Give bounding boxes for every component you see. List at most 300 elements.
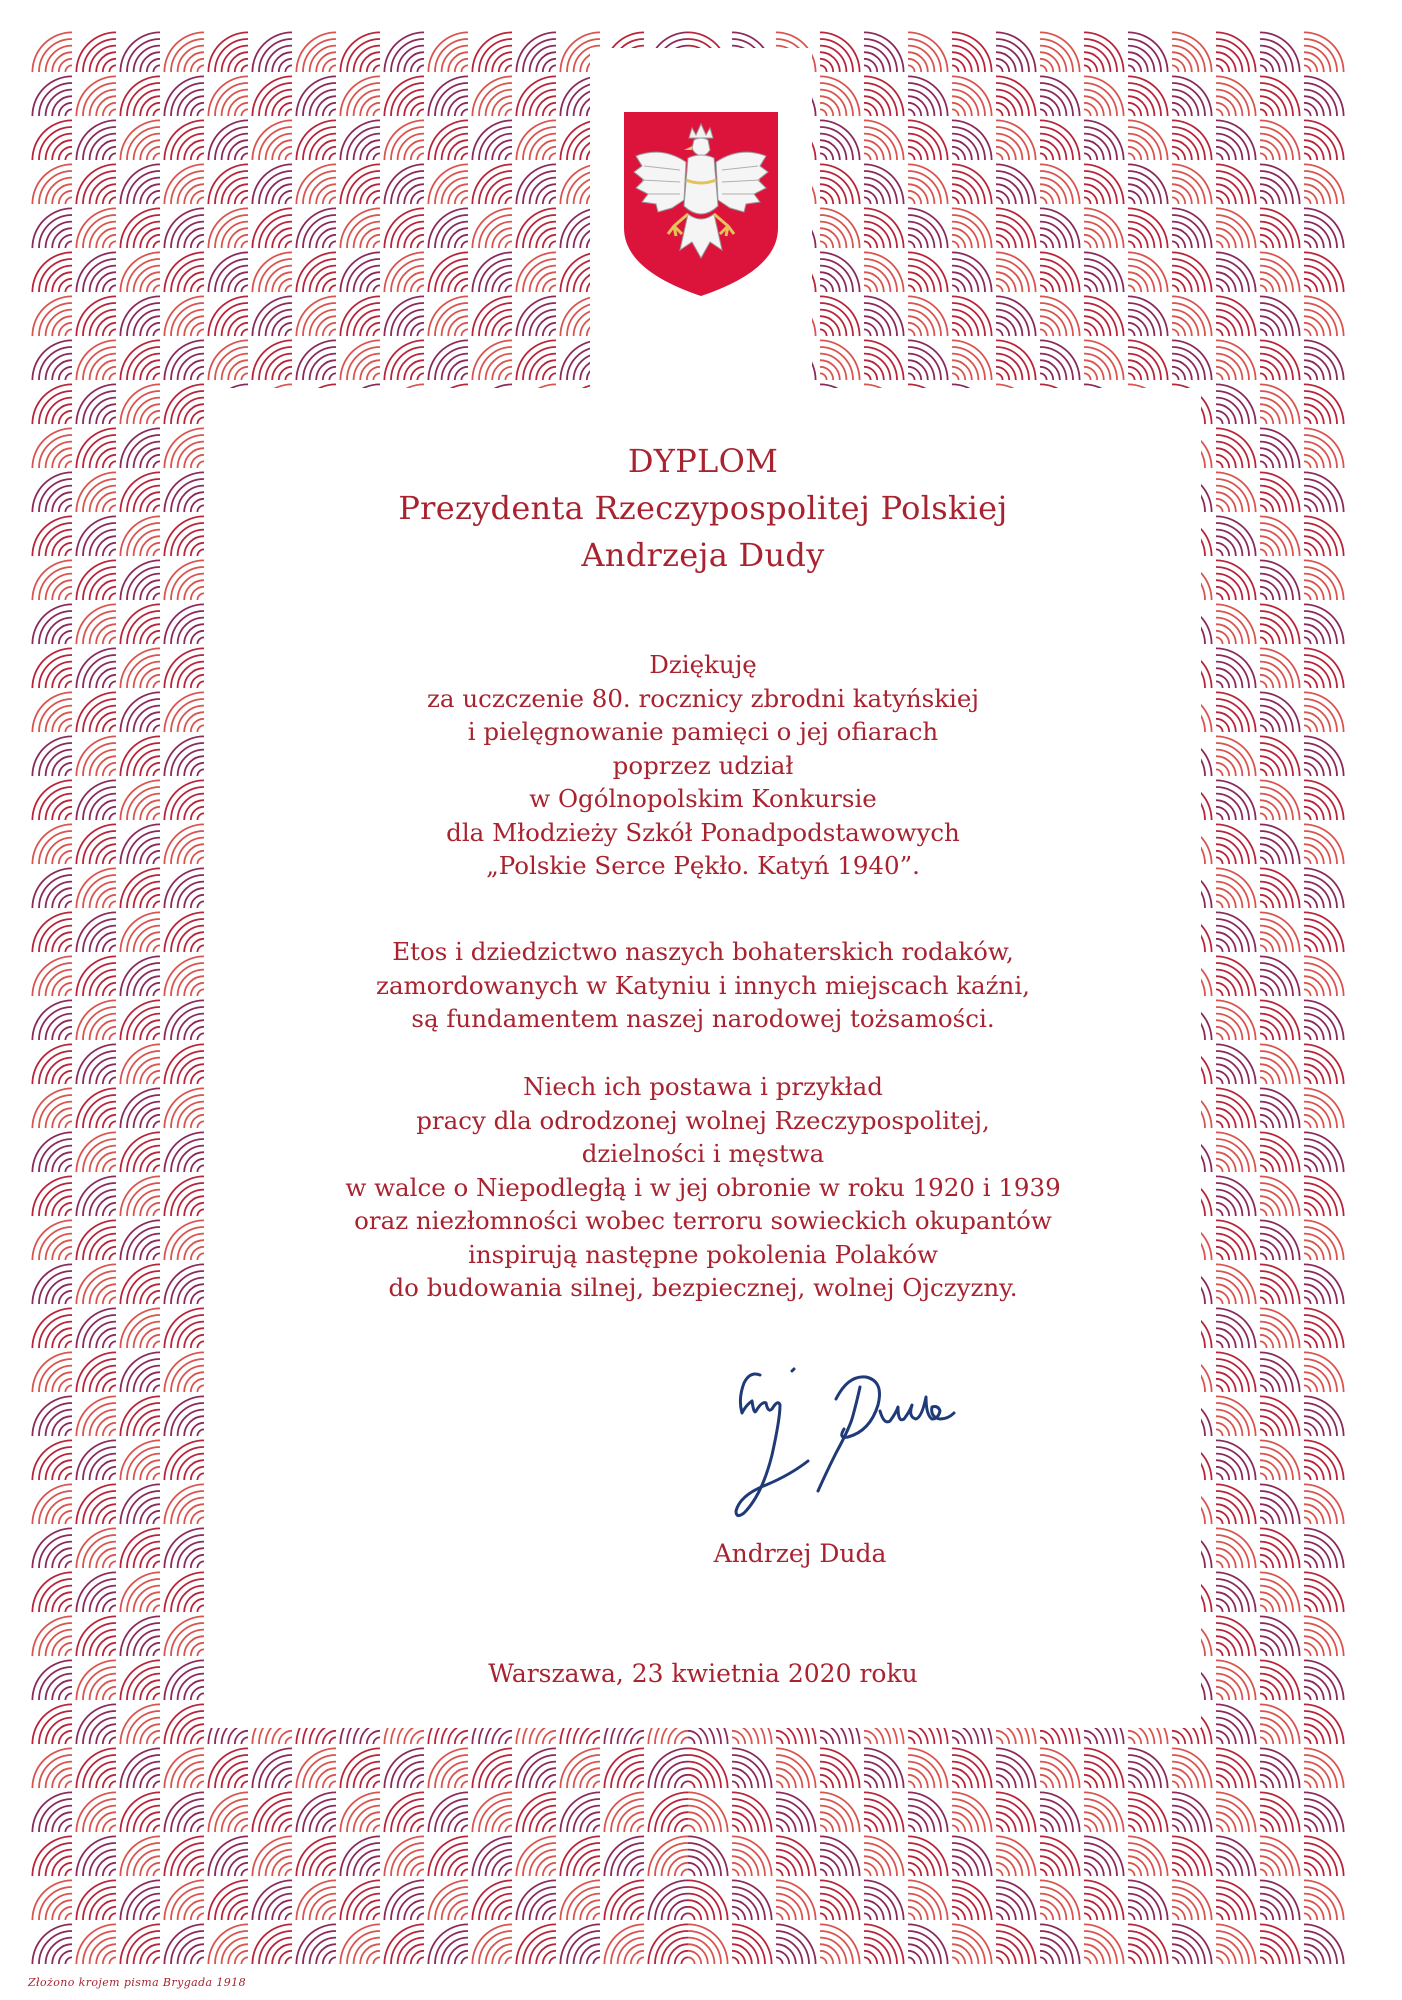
pattern-tile xyxy=(76,912,116,952)
pattern-tile xyxy=(1216,1000,1256,1040)
pattern-tile xyxy=(164,208,204,248)
pattern-tile xyxy=(820,1792,860,1832)
pattern-tile xyxy=(1216,1132,1256,1172)
polish-white-eagle-emblem-icon xyxy=(622,110,780,298)
pattern-tile xyxy=(120,472,160,512)
pattern-tile xyxy=(164,1924,204,1964)
pattern-tile xyxy=(908,1748,948,1788)
pattern-tile xyxy=(120,560,160,600)
pattern-tile xyxy=(1304,1132,1344,1172)
pattern-tile xyxy=(1084,1836,1124,1876)
pattern-tile xyxy=(164,1088,204,1128)
pattern-tile xyxy=(32,428,72,468)
pattern-tile xyxy=(604,1748,644,1788)
pattern-tile xyxy=(76,252,116,292)
pattern-tile xyxy=(776,1836,816,1876)
pattern-tile xyxy=(120,604,160,644)
pattern-tile xyxy=(516,340,556,380)
pattern-tile xyxy=(1304,252,1344,292)
pattern-tile xyxy=(1260,428,1300,468)
pattern-tile xyxy=(1128,1924,1168,1964)
niech-paragraph xyxy=(205,1070,1201,1305)
pattern-tile xyxy=(296,32,336,72)
pattern-tile xyxy=(164,1880,204,1920)
pattern-tile xyxy=(384,1924,424,1964)
pattern-tile xyxy=(340,1880,380,1920)
pattern-tile xyxy=(340,120,380,160)
pattern-tile xyxy=(120,868,160,908)
pattern-tile xyxy=(1084,120,1124,160)
pattern-tile xyxy=(1172,296,1212,336)
pattern-tile xyxy=(1172,252,1212,292)
pattern-tile xyxy=(32,1704,72,1744)
pattern-tile xyxy=(472,32,512,72)
pattern-tile xyxy=(1084,32,1124,72)
pattern-tile xyxy=(864,340,904,380)
pattern-tile xyxy=(76,1616,116,1656)
pattern-tile xyxy=(428,1880,468,1920)
pattern-tile xyxy=(252,252,292,292)
pattern-tile xyxy=(1304,1308,1344,1348)
pattern-tile xyxy=(1128,120,1168,160)
pattern-tile xyxy=(1304,1792,1344,1832)
pattern-tile xyxy=(120,1088,160,1128)
pattern-tile xyxy=(164,1044,204,1084)
pattern-tile xyxy=(516,296,556,336)
pattern-tile xyxy=(1172,340,1212,380)
pattern-tile xyxy=(428,120,468,160)
pattern-tile xyxy=(1216,1660,1256,1700)
pattern-tile xyxy=(1304,1880,1344,1920)
pattern-tile xyxy=(340,1924,380,1964)
pattern-tile xyxy=(120,1484,160,1524)
pattern-tile xyxy=(1304,1572,1344,1612)
pattern-tile xyxy=(1260,472,1300,512)
pattern-tile xyxy=(76,1660,116,1700)
pattern-tile xyxy=(1172,1748,1212,1788)
pattern-tile xyxy=(1040,164,1080,204)
pattern-tile xyxy=(32,824,72,864)
pattern-tile xyxy=(952,208,992,248)
pattern-tile xyxy=(164,164,204,204)
pattern-tile xyxy=(252,164,292,204)
pattern-tile xyxy=(604,1924,644,1964)
pattern-tile xyxy=(1040,252,1080,292)
pattern-tile xyxy=(296,340,336,380)
pattern-tile xyxy=(472,1792,512,1832)
pattern-tile xyxy=(1216,1396,1256,1436)
pattern-tile xyxy=(1304,692,1344,732)
pattern-tile xyxy=(32,780,72,820)
pattern-tile xyxy=(384,1792,424,1832)
thanks-line: za uczczenie 80. rocznicy zbrodni katyńskiej xyxy=(427,683,979,713)
pattern-tile xyxy=(384,252,424,292)
pattern-tile xyxy=(76,516,116,556)
pattern-tile xyxy=(1260,1000,1300,1040)
niech-line: pracy dla odrodzonej wolnej Rzeczypospolitej, xyxy=(416,1105,990,1135)
pattern-tile xyxy=(688,1748,728,1788)
pattern-tile xyxy=(604,1836,644,1876)
pattern-tile xyxy=(472,296,512,336)
pattern-tile xyxy=(1260,208,1300,248)
pattern-tile xyxy=(164,1704,204,1744)
pattern-tile xyxy=(1128,1836,1168,1876)
pattern-tile xyxy=(384,76,424,116)
pattern-tile xyxy=(1084,1748,1124,1788)
pattern-tile xyxy=(428,252,468,292)
pattern-tile xyxy=(32,1528,72,1568)
pattern-tile xyxy=(164,1792,204,1832)
niech-line: inspirują następne pokolenia Polaków xyxy=(468,1239,938,1269)
pattern-tile xyxy=(1216,120,1256,160)
pattern-tile xyxy=(384,1836,424,1876)
pattern-tile xyxy=(1172,1836,1212,1876)
thanks-paragraph xyxy=(205,648,1201,883)
pattern-tile xyxy=(1304,296,1344,336)
pattern-tile xyxy=(164,1176,204,1216)
pattern-tile xyxy=(1260,1528,1300,1568)
pattern-tile xyxy=(76,1264,116,1304)
pattern-tile xyxy=(1128,340,1168,380)
pattern-tile xyxy=(120,1396,160,1436)
pattern-tile xyxy=(164,956,204,996)
pattern-tile xyxy=(208,1792,248,1832)
pattern-tile xyxy=(296,164,336,204)
pattern-tile xyxy=(252,1748,292,1788)
pattern-tile xyxy=(120,516,160,556)
pattern-tile xyxy=(1304,428,1344,468)
pattern-tile xyxy=(560,1792,600,1832)
pattern-tile xyxy=(1260,1660,1300,1700)
pattern-tile xyxy=(996,76,1036,116)
pattern-tile xyxy=(32,1924,72,1964)
pattern-tile xyxy=(1216,1572,1256,1612)
pattern-tile xyxy=(120,1704,160,1744)
pattern-tile xyxy=(776,1924,816,1964)
pattern-tile xyxy=(32,1352,72,1392)
pattern-tile xyxy=(76,296,116,336)
pattern-tile xyxy=(1216,32,1256,72)
pattern-tile xyxy=(164,1748,204,1788)
pattern-tile xyxy=(252,1836,292,1876)
pattern-tile xyxy=(1304,1836,1344,1876)
etos-line: są fundamentem naszej narodowej tożsamości. xyxy=(411,1004,995,1033)
pattern-tile xyxy=(648,1924,688,1964)
pattern-tile xyxy=(1172,76,1212,116)
pattern-tile xyxy=(1304,1748,1344,1788)
pattern-tile xyxy=(32,912,72,952)
pattern-tile xyxy=(32,1088,72,1128)
pattern-tile xyxy=(1260,912,1300,952)
pattern-tile xyxy=(32,1660,72,1700)
pattern-tile xyxy=(560,1880,600,1920)
pattern-tile xyxy=(732,1836,772,1876)
pattern-tile xyxy=(820,32,860,72)
pattern-tile xyxy=(164,340,204,380)
pattern-tile xyxy=(428,1924,468,1964)
pattern-tile xyxy=(952,1748,992,1788)
pattern-tile xyxy=(76,1836,116,1876)
pattern-tile xyxy=(1304,1660,1344,1700)
pattern-tile xyxy=(1216,1836,1256,1876)
pattern-tile xyxy=(208,1924,248,1964)
pattern-tile xyxy=(76,780,116,820)
pattern-tile xyxy=(1040,1748,1080,1788)
pattern-tile xyxy=(76,76,116,116)
pattern-tile xyxy=(120,956,160,996)
pattern-tile xyxy=(1304,1088,1344,1128)
pattern-tile xyxy=(1216,384,1256,424)
pattern-tile xyxy=(864,252,904,292)
pattern-tile xyxy=(32,1044,72,1084)
pattern-tile xyxy=(1172,1924,1212,1964)
pattern-tile xyxy=(120,296,160,336)
pattern-tile xyxy=(864,296,904,336)
pattern-tile xyxy=(1260,604,1300,644)
pattern-tile xyxy=(996,296,1036,336)
pattern-tile xyxy=(1040,208,1080,248)
pattern-tile xyxy=(688,1880,728,1920)
pattern-tile xyxy=(560,1748,600,1788)
pattern-tile xyxy=(864,120,904,160)
pattern-tile xyxy=(164,1264,204,1304)
pattern-tile xyxy=(208,164,248,204)
pattern-tile xyxy=(120,428,160,468)
pattern-tile xyxy=(120,164,160,204)
pattern-tile xyxy=(604,1880,644,1920)
pattern-tile xyxy=(32,1440,72,1480)
pattern-tile xyxy=(76,340,116,380)
pattern-tile xyxy=(1304,1924,1344,1964)
pattern-tile xyxy=(1084,208,1124,248)
pattern-tile xyxy=(1260,1220,1300,1260)
pattern-tile xyxy=(208,1748,248,1788)
pattern-tile xyxy=(76,1396,116,1436)
handwritten-signature-icon xyxy=(640,1335,1000,1525)
pattern-tile xyxy=(1260,516,1300,556)
pattern-tile xyxy=(1216,692,1256,732)
pattern-tile xyxy=(1260,648,1300,688)
pattern-tile xyxy=(1216,76,1256,116)
pattern-tile xyxy=(1260,1836,1300,1876)
pattern-tile xyxy=(1260,692,1300,732)
pattern-tile xyxy=(208,120,248,160)
pattern-tile xyxy=(252,296,292,336)
pattern-tile xyxy=(908,1836,948,1876)
pattern-tile xyxy=(1304,1528,1344,1568)
pattern-tile xyxy=(296,1880,336,1920)
pattern-tile xyxy=(1304,912,1344,952)
thanks-line: „Polskie Serce Pękło. Katyń 1940”. xyxy=(486,851,920,880)
pattern-tile xyxy=(472,164,512,204)
pattern-tile xyxy=(120,1264,160,1304)
pattern-tile xyxy=(776,1792,816,1832)
pattern-tile xyxy=(120,1132,160,1172)
pattern-tile xyxy=(1304,1000,1344,1040)
pattern-tile xyxy=(516,164,556,204)
pattern-tile xyxy=(1304,208,1344,248)
pattern-tile xyxy=(164,120,204,160)
pattern-tile xyxy=(776,1748,816,1788)
pattern-tile xyxy=(516,1924,556,1964)
pattern-tile xyxy=(1260,1748,1300,1788)
pattern-tile xyxy=(908,208,948,248)
pattern-tile xyxy=(428,340,468,380)
pattern-tile xyxy=(164,868,204,908)
pattern-tile xyxy=(252,208,292,248)
pattern-tile xyxy=(164,692,204,732)
signer-name: Andrzej Duda xyxy=(713,1539,887,1568)
pattern-tile xyxy=(1304,1044,1344,1084)
pattern-tile xyxy=(1216,472,1256,512)
pattern-tile xyxy=(208,1836,248,1876)
pattern-tile xyxy=(908,32,948,72)
pattern-tile xyxy=(252,76,292,116)
pattern-tile xyxy=(820,340,860,380)
pattern-tile xyxy=(560,1836,600,1876)
pattern-tile xyxy=(472,76,512,116)
pattern-tile xyxy=(76,648,116,688)
pattern-tile xyxy=(996,164,1036,204)
pattern-tile xyxy=(1304,824,1344,864)
pattern-tile xyxy=(820,296,860,336)
pattern-tile xyxy=(76,868,116,908)
pattern-tile xyxy=(1084,164,1124,204)
pattern-tile xyxy=(1040,120,1080,160)
pattern-tile xyxy=(864,32,904,72)
pattern-tile xyxy=(952,1924,992,1964)
pattern-tile xyxy=(1084,252,1124,292)
pattern-tile xyxy=(76,1440,116,1480)
place-and-date: Warszawa, 23 kwietnia 2020 roku xyxy=(488,1659,918,1688)
pattern-tile xyxy=(252,1924,292,1964)
pattern-tile xyxy=(164,1572,204,1612)
pattern-tile xyxy=(1172,164,1212,204)
pattern-tile xyxy=(120,1528,160,1568)
pattern-tile xyxy=(340,208,380,248)
pattern-tile xyxy=(76,120,116,160)
pattern-tile xyxy=(76,1220,116,1260)
pattern-tile xyxy=(76,1792,116,1832)
pattern-tile xyxy=(1260,560,1300,600)
pattern-tile xyxy=(472,252,512,292)
pattern-tile xyxy=(76,384,116,424)
pattern-tile xyxy=(1260,340,1300,380)
pattern-tile xyxy=(1216,1792,1256,1832)
pattern-tile xyxy=(32,868,72,908)
pattern-tile xyxy=(516,1748,556,1788)
pattern-tile xyxy=(820,252,860,292)
pattern-tile xyxy=(1260,76,1300,116)
pattern-tile xyxy=(908,252,948,292)
pattern-tile xyxy=(120,824,160,864)
pattern-tile xyxy=(952,252,992,292)
pattern-tile xyxy=(1304,1176,1344,1216)
pattern-tile xyxy=(76,604,116,644)
pattern-tile xyxy=(1084,340,1124,380)
pattern-tile xyxy=(1304,1616,1344,1656)
pattern-tile xyxy=(164,912,204,952)
pattern-tile xyxy=(164,1220,204,1260)
pattern-tile xyxy=(1216,1484,1256,1524)
pattern-tile xyxy=(1216,912,1256,952)
pattern-tile xyxy=(1304,1264,1344,1304)
pattern-tile xyxy=(1304,164,1344,204)
pattern-tile xyxy=(1260,1132,1300,1172)
pattern-tile xyxy=(208,76,248,116)
pattern-tile xyxy=(164,1616,204,1656)
pattern-tile xyxy=(1216,1044,1256,1084)
pattern-tile xyxy=(76,1308,116,1348)
pattern-tile xyxy=(340,252,380,292)
pattern-tile xyxy=(1128,1880,1168,1920)
pattern-tile xyxy=(820,76,860,116)
niech-line: oraz niezłomności wobec terroru sowieckich okupantów xyxy=(354,1206,1052,1235)
pattern-tile xyxy=(1216,1616,1256,1656)
pattern-tile xyxy=(384,120,424,160)
pattern-tile xyxy=(1260,1792,1300,1832)
pattern-tile xyxy=(1216,428,1256,468)
pattern-tile xyxy=(76,208,116,248)
pattern-tile xyxy=(120,1352,160,1392)
pattern-tile xyxy=(120,1220,160,1260)
pattern-tile xyxy=(120,1176,160,1216)
pattern-tile xyxy=(76,560,116,600)
pattern-tile xyxy=(472,208,512,248)
pattern-tile xyxy=(296,1924,336,1964)
pattern-tile xyxy=(164,1836,204,1876)
pattern-tile xyxy=(428,296,468,336)
pattern-tile xyxy=(1216,1176,1256,1216)
pattern-tile xyxy=(1304,516,1344,556)
pattern-tile xyxy=(32,296,72,336)
pattern-tile xyxy=(164,1660,204,1700)
pattern-tile xyxy=(1260,868,1300,908)
pattern-tile xyxy=(908,1924,948,1964)
pattern-tile xyxy=(516,1836,556,1876)
niech-line: Niech ich postawa i przykład xyxy=(523,1072,883,1101)
pattern-tile xyxy=(120,1880,160,1920)
pattern-tile xyxy=(340,296,380,336)
pattern-tile xyxy=(1216,604,1256,644)
title-line-president: Prezydenta Rzeczypospolitej Polskiej xyxy=(398,489,1008,527)
pattern-tile xyxy=(32,1792,72,1832)
pattern-tile xyxy=(32,1220,72,1260)
pattern-tile xyxy=(384,296,424,336)
pattern-tile xyxy=(120,1792,160,1832)
pattern-tile xyxy=(1260,1880,1300,1920)
pattern-tile xyxy=(340,164,380,204)
pattern-tile xyxy=(820,1748,860,1788)
pattern-tile xyxy=(76,956,116,996)
pattern-tile xyxy=(296,1748,336,1788)
pattern-tile xyxy=(76,1088,116,1128)
pattern-tile xyxy=(1216,164,1256,204)
pattern-tile xyxy=(864,208,904,248)
pattern-tile xyxy=(732,1880,772,1920)
pattern-tile xyxy=(1040,76,1080,116)
pattern-tile xyxy=(516,120,556,160)
pattern-tile xyxy=(120,1660,160,1700)
pattern-tile xyxy=(76,1044,116,1084)
pattern-tile xyxy=(1216,648,1256,688)
pattern-tile xyxy=(864,1792,904,1832)
pattern-tile xyxy=(732,1748,772,1788)
pattern-tile xyxy=(1216,1440,1256,1480)
pattern-tile xyxy=(32,340,72,380)
pattern-tile xyxy=(1260,1924,1300,1964)
pattern-tile xyxy=(1304,120,1344,160)
